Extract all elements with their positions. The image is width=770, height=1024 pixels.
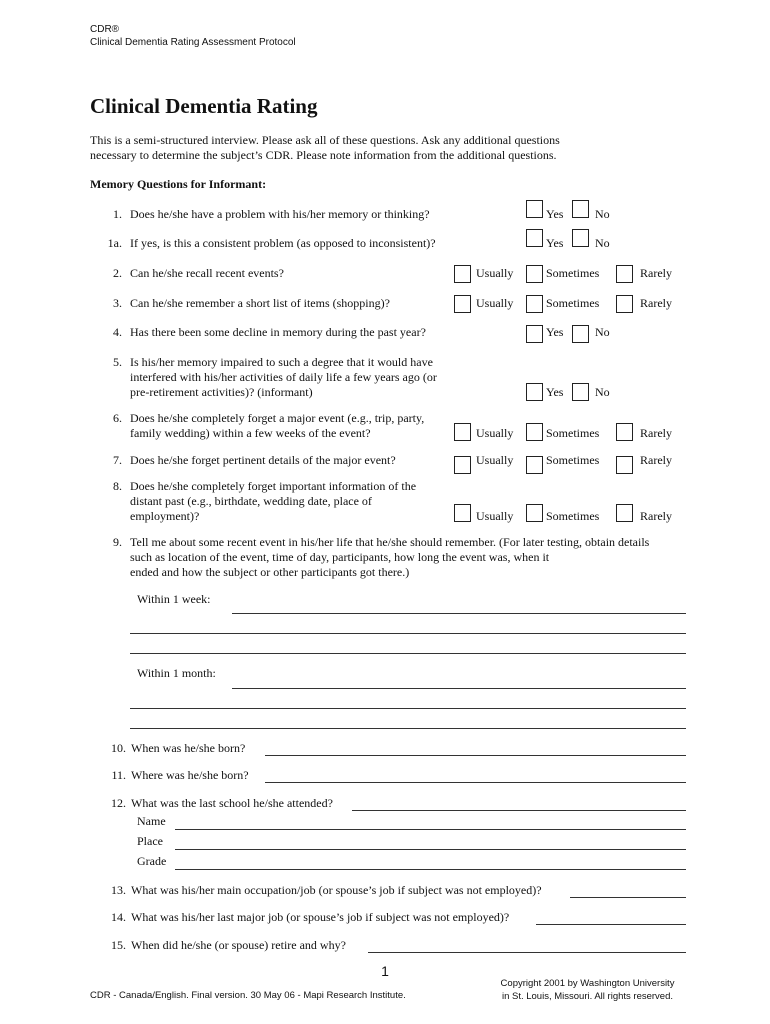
footer-version: CDR - Canada/English. Final version. 30 May 06 - Mapi Research Institute. — [90, 990, 406, 1001]
q10-number: 10. — [111, 741, 126, 755]
footer-copyright-line-2: in St. Louis, Missouri. All rights reserved. — [501, 991, 674, 1002]
q6-usually-label: Usually — [476, 426, 514, 440]
q15-answer-line[interactable] — [368, 952, 686, 953]
q3-sometimes-label: Sometimes — [546, 296, 600, 310]
q12-grade-line[interactable] — [175, 869, 686, 870]
q8-rarely-label: Rarely — [640, 509, 672, 523]
q4-no-label: No — [595, 325, 610, 339]
q7-usually-label: Usually — [476, 453, 514, 467]
q4-text: Has there been some decline in memory during the past year? — [130, 325, 426, 339]
q13-text: What was his/her main occupation/job (or spouse’s job if subject was not employed)? — [131, 883, 542, 897]
q8-text-line-2: distant past (e.g., birthdate, wedding date, place of — [130, 494, 372, 508]
q9-week-answer-line-3[interactable] — [130, 653, 686, 654]
q14-text: What was his/her last major job (or spouse’s job if subject was not employed)? — [131, 910, 510, 924]
intro-line-2: necessary to determine the subject’s CDR. Please note information from the additional questions. — [90, 148, 557, 162]
q12-grade-label: Grade — [137, 854, 167, 868]
q11-number: 11. — [111, 768, 126, 782]
q6-sometimes-checkbox[interactable] — [526, 423, 543, 441]
q1-no-label: No — [595, 207, 610, 221]
q13-answer-line[interactable] — [570, 897, 686, 898]
q5-text-line-1: Is his/her memory impaired to such a degree that it would have — [130, 355, 433, 369]
q9-text-line-1: Tell me about some recent event in his/her life that he/she should remember. (For later testing, obtain details — [130, 535, 650, 549]
q9-month-answer-line-3[interactable] — [130, 728, 686, 729]
q2-text: Can he/she recall recent events? — [130, 266, 284, 280]
q8-usually-checkbox[interactable] — [454, 504, 471, 522]
q5-no-checkbox[interactable] — [572, 383, 589, 401]
q7-rarely-label: Rarely — [640, 453, 672, 467]
q8-sometimes-checkbox[interactable] — [526, 504, 543, 522]
q7-sometimes-checkbox[interactable] — [526, 456, 543, 474]
q12-name-line[interactable] — [175, 829, 686, 830]
q12-place-label: Place — [137, 834, 163, 848]
page-title: Clinical Dementia Rating — [90, 94, 318, 118]
q9-text-line-2: such as location of the event, time of day, participants, how long the event was, when it — [130, 550, 550, 564]
q12-answer-line[interactable] — [352, 810, 686, 811]
q1-number: 1. — [113, 207, 122, 221]
q9-text-line-3: ended and how the subject or other participants got there.) — [130, 565, 410, 579]
q2-rarely-checkbox[interactable] — [616, 265, 633, 283]
q3-rarely-checkbox[interactable] — [616, 295, 633, 313]
q2-usually-checkbox[interactable] — [454, 265, 471, 283]
q1a-text: If yes, is this a consistent problem (as opposed to inconsistent)? — [130, 236, 436, 250]
q3-text: Can he/she remember a short list of items (shopping)? — [130, 296, 390, 310]
footer-copyright-line-1: Copyright 2001 by Washington University — [500, 978, 675, 989]
q8-text-line-1: Does he/she completely forget important information of the — [130, 479, 417, 493]
q9-month-answer-line-1[interactable] — [232, 688, 686, 689]
q9-month-answer-line-2[interactable] — [130, 708, 686, 709]
q6-number: 6. — [113, 411, 122, 425]
q9-week-answer-line-2[interactable] — [130, 633, 686, 634]
q5-number: 5. — [113, 355, 122, 369]
q1a-yes-checkbox[interactable] — [526, 229, 543, 247]
q7-sometimes-label: Sometimes — [546, 453, 600, 467]
q5-text-line-3: pre-retirement activities)? (informant) — [130, 385, 313, 399]
q6-text-line-2: family wedding) within a few weeks of the event? — [130, 426, 371, 440]
q1a-number: 1a. — [107, 236, 122, 250]
q8-usually-label: Usually — [476, 509, 514, 523]
q8-text-line-3: employment)? — [130, 509, 200, 523]
q6-rarely-label: Rarely — [640, 426, 672, 440]
section-heading: Memory Questions for Informant: — [90, 177, 267, 191]
q7-text: Does he/she forget pertinent details of the major event? — [130, 453, 396, 467]
q2-sometimes-label: Sometimes — [546, 266, 600, 280]
header-protocol-name: Clinical Dementia Rating Assessment Protocol — [90, 37, 296, 48]
q1-no-checkbox[interactable] — [572, 200, 589, 218]
q9-within-week-label: Within 1 week: — [137, 592, 211, 606]
q9-number: 9. — [113, 535, 122, 549]
q6-sometimes-label: Sometimes — [546, 426, 600, 440]
q4-number: 4. — [113, 325, 122, 339]
q5-no-label: No — [595, 385, 610, 399]
q3-rarely-label: Rarely — [640, 296, 672, 310]
q12-name-label: Name — [137, 814, 166, 828]
q1a-no-label: No — [595, 236, 610, 250]
q8-sometimes-label: Sometimes — [546, 509, 600, 523]
q1a-yes-label: Yes — [546, 236, 564, 250]
q5-text-line-2: interfered with his/her activities of daily life a few years ago (or — [130, 370, 437, 384]
q2-sometimes-checkbox[interactable] — [526, 265, 543, 283]
q8-rarely-checkbox[interactable] — [616, 504, 633, 522]
q5-yes-checkbox[interactable] — [526, 383, 543, 401]
q1-text: Does he/she have a problem with his/her memory or thinking? — [130, 207, 430, 221]
q1-yes-label: Yes — [546, 207, 564, 221]
q4-no-checkbox[interactable] — [572, 325, 589, 343]
q15-text: When did he/she (or spouse) retire and why? — [131, 938, 346, 952]
q4-yes-checkbox[interactable] — [526, 325, 543, 343]
q6-rarely-checkbox[interactable] — [616, 423, 633, 441]
q13-number: 13. — [111, 883, 126, 897]
q10-answer-line[interactable] — [265, 755, 686, 756]
q1a-no-checkbox[interactable] — [572, 229, 589, 247]
q6-usually-checkbox[interactable] — [454, 423, 471, 441]
q3-usually-checkbox[interactable] — [454, 295, 471, 313]
page-number: 1 — [381, 963, 389, 979]
q6-text-line-1: Does he/she completely forget a major event (e.g., trip, party, — [130, 411, 425, 425]
q1-yes-checkbox[interactable] — [526, 200, 543, 218]
q8-number: 8. — [113, 479, 122, 493]
q2-number: 2. — [113, 266, 122, 280]
q9-week-answer-line-1[interactable] — [232, 613, 686, 614]
q3-usually-label: Usually — [476, 296, 514, 310]
q7-rarely-checkbox[interactable] — [616, 456, 633, 474]
q11-answer-line[interactable] — [265, 782, 686, 783]
q3-sometimes-checkbox[interactable] — [526, 295, 543, 313]
q11-text: Where was he/she born? — [131, 768, 249, 782]
q4-yes-label: Yes — [546, 325, 564, 339]
q15-number: 15. — [111, 938, 126, 952]
q7-usually-checkbox[interactable] — [454, 456, 471, 474]
q5-yes-label: Yes — [546, 385, 564, 399]
q12-text: What was the last school he/she attended? — [131, 796, 333, 810]
q2-rarely-label: Rarely — [640, 266, 672, 280]
q10-text: When was he/she born? — [131, 741, 246, 755]
q12-number: 12. — [111, 796, 126, 810]
q9-within-month-label: Within 1 month: — [137, 666, 216, 680]
header-mark: CDR® — [90, 24, 120, 35]
intro-line-1: This is a semi-structured interview. Please ask all of these questions. Ask any additional questions — [90, 133, 560, 147]
q14-answer-line[interactable] — [536, 924, 686, 925]
q12-place-line[interactable] — [175, 849, 686, 850]
q14-number: 14. — [111, 910, 126, 924]
q2-usually-label: Usually — [476, 266, 514, 280]
q3-number: 3. — [113, 296, 122, 310]
q7-number: 7. — [113, 453, 122, 467]
